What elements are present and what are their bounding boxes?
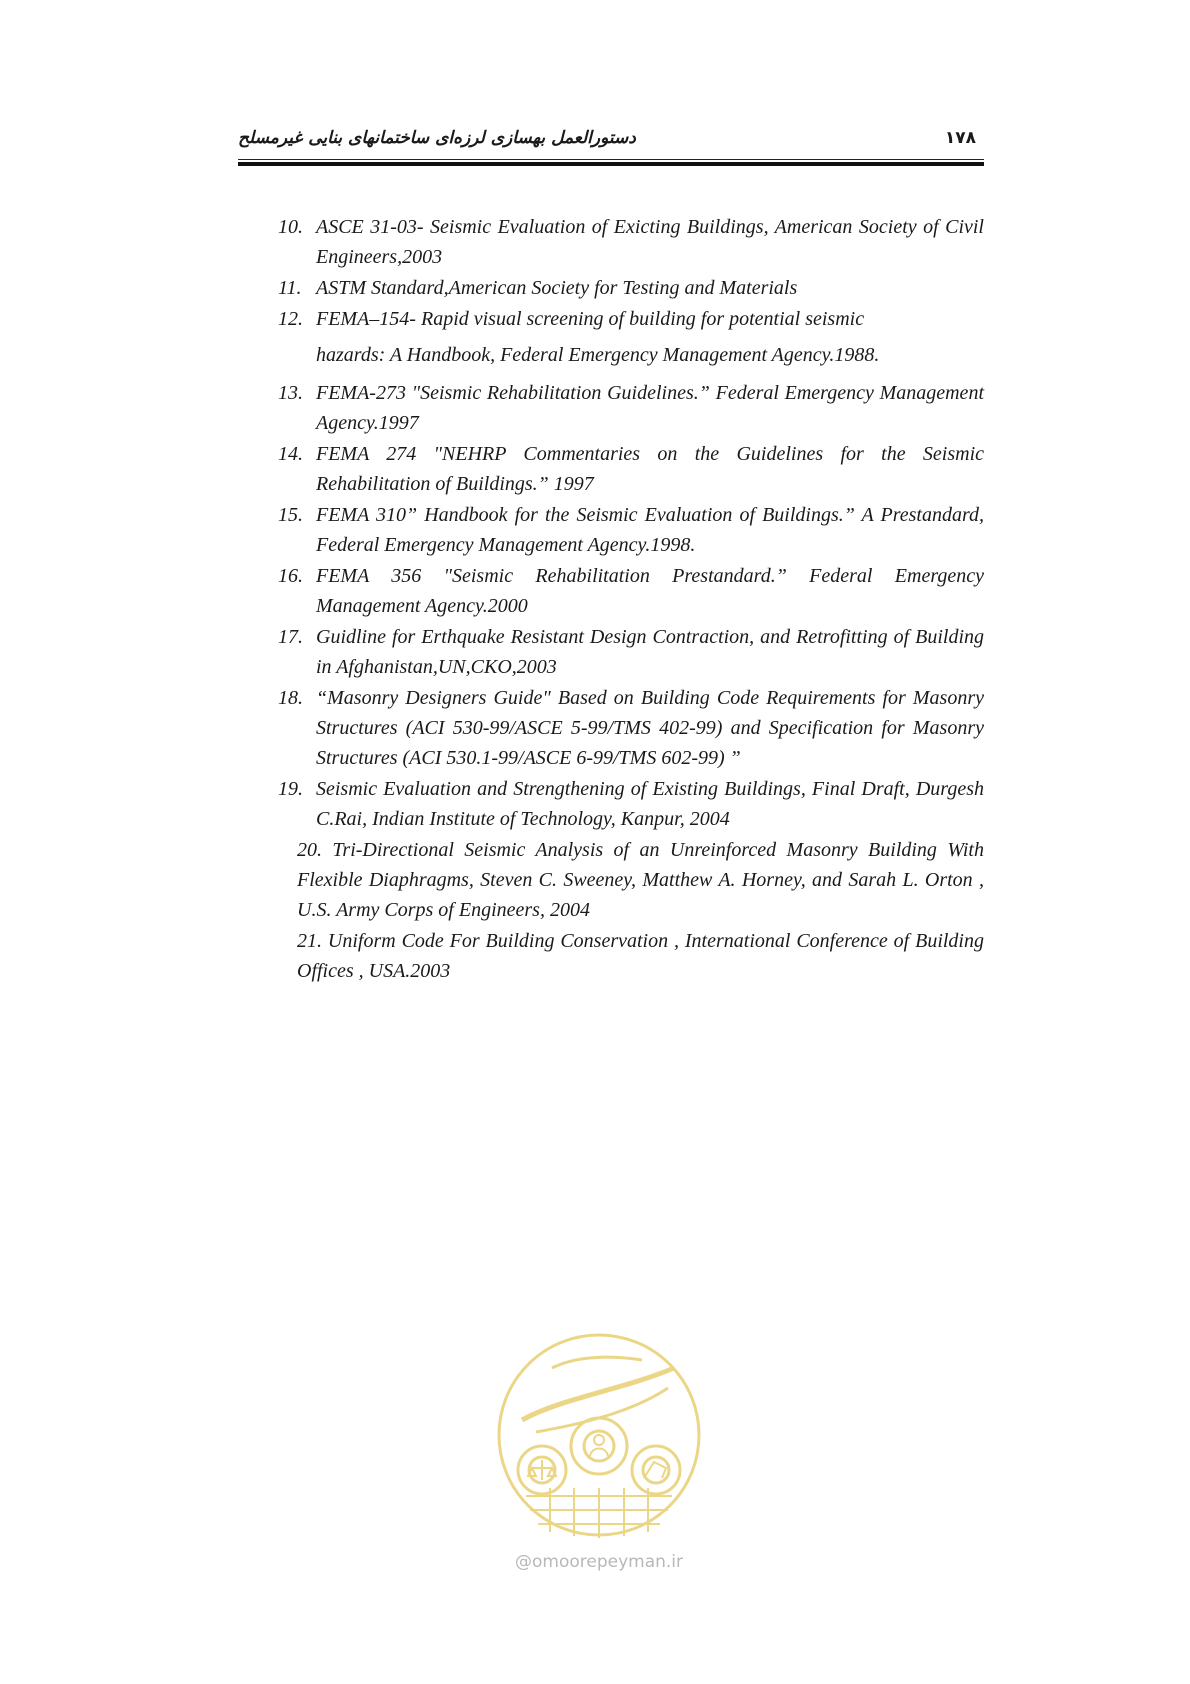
reference-text: ASTM Standard,American Society for Testing and Materials — [316, 277, 798, 299]
page-number: ۱۷۸ — [944, 128, 976, 148]
reference-item — [278, 835, 984, 925]
watermark — [492, 1328, 706, 1572]
reference-list — [278, 212, 984, 987]
reference-number: 13. — [278, 382, 303, 404]
reference-text: Guidline for Erthquake Resistant Design Contraction, and Retrofitting of Building in Afghanistan,UN,CKO,2003 — [316, 626, 984, 678]
reference-text: FEMA–154- Rapid visual screening of building for potential seismic — [316, 308, 865, 330]
reference-number: 18. — [278, 687, 303, 709]
reference-text-continuation: hazards: A Handbook, Federal Emergency Management Agency.1988. — [316, 344, 880, 366]
reference-number: 10. — [278, 216, 303, 238]
reference-item — [278, 561, 984, 621]
header-rule-thick — [238, 162, 984, 166]
reference-item — [278, 273, 984, 303]
reference-text: FEMA 356 "Seismic Rehabilitation Prestandard.” Federal Emergency Management Agency.2000 — [316, 565, 984, 617]
reference-item — [278, 774, 984, 834]
watermark-url: @omoorepeyman.ir — [514, 1552, 684, 1572]
reference-item — [278, 304, 984, 370]
reference-number: 12. — [278, 308, 303, 330]
reference-number: 19. — [278, 778, 303, 800]
reference-text: Uniform Code For Building Conservation , International Conference of Building Offices , USA.2003 — [297, 930, 984, 982]
reference-number: 15. — [278, 504, 303, 526]
reference-number: 20. — [297, 839, 322, 861]
reference-item — [278, 926, 984, 986]
reference-number: 21. — [297, 930, 322, 952]
reference-text: Seismic Evaluation and Strengthening of Existing Buildings, Final Draft, Durgesh C.Rai, Indian Institute of Technology, Kanpur, 2004 — [316, 778, 984, 830]
reference-text: FEMA 274 "NEHRP Commentaries on the Guidelines for the Seismic Rehabilitation of Buildings.” 1997 — [316, 443, 984, 495]
reference-item — [278, 683, 984, 773]
reference-number: 16. — [278, 565, 303, 587]
reference-item — [278, 622, 984, 682]
reference-number: 14. — [278, 443, 303, 465]
reference-item — [278, 439, 984, 499]
header-rule-thin — [238, 159, 984, 160]
reference-item — [278, 378, 984, 438]
reference-text: FEMA 310” Handbook for the Seismic Evaluation of Buildings.” A Prestandard, Federal Emergency Management Agency.1998. — [316, 504, 984, 556]
reference-number: 11. — [278, 277, 302, 299]
watermark-logo — [492, 1328, 706, 1542]
reference-text: ASCE 31-03- Seismic Evaluation of Exicting Buildings, American Society of Civil Engineers,2003 — [316, 216, 984, 268]
reference-text: “Masonry Designers Guide" Based on Building Code Requirements for Masonry Structures (ACI 530-99/ASCE 5-99/TMS 402-99) and Specification for Masonry Structures (ACI 530.1-99/ASCE 6-99/TMS 602-99) ” — [316, 687, 984, 769]
page-header — [238, 128, 984, 158]
reference-text: Tri-Directional Seismic Analysis of an Unreinforced Masonry Building With Flexible Diaphragms, Steven C. Sweeney, Matthew A. Horney, and Sarah L. Orton , U.S. Army Corps of Engineers, 2004 — [297, 839, 984, 921]
running-title: دستورالعمل بهسازی لرزه‌ای ساختمانهای بنایی غیرمسلح — [238, 128, 636, 148]
reference-item — [278, 500, 984, 560]
reference-item — [278, 212, 984, 272]
reference-number: 17. — [278, 626, 303, 648]
reference-text: FEMA-273 "Seismic Rehabilitation Guidelines.” Federal Emergency Management Agency.1997 — [316, 382, 984, 434]
